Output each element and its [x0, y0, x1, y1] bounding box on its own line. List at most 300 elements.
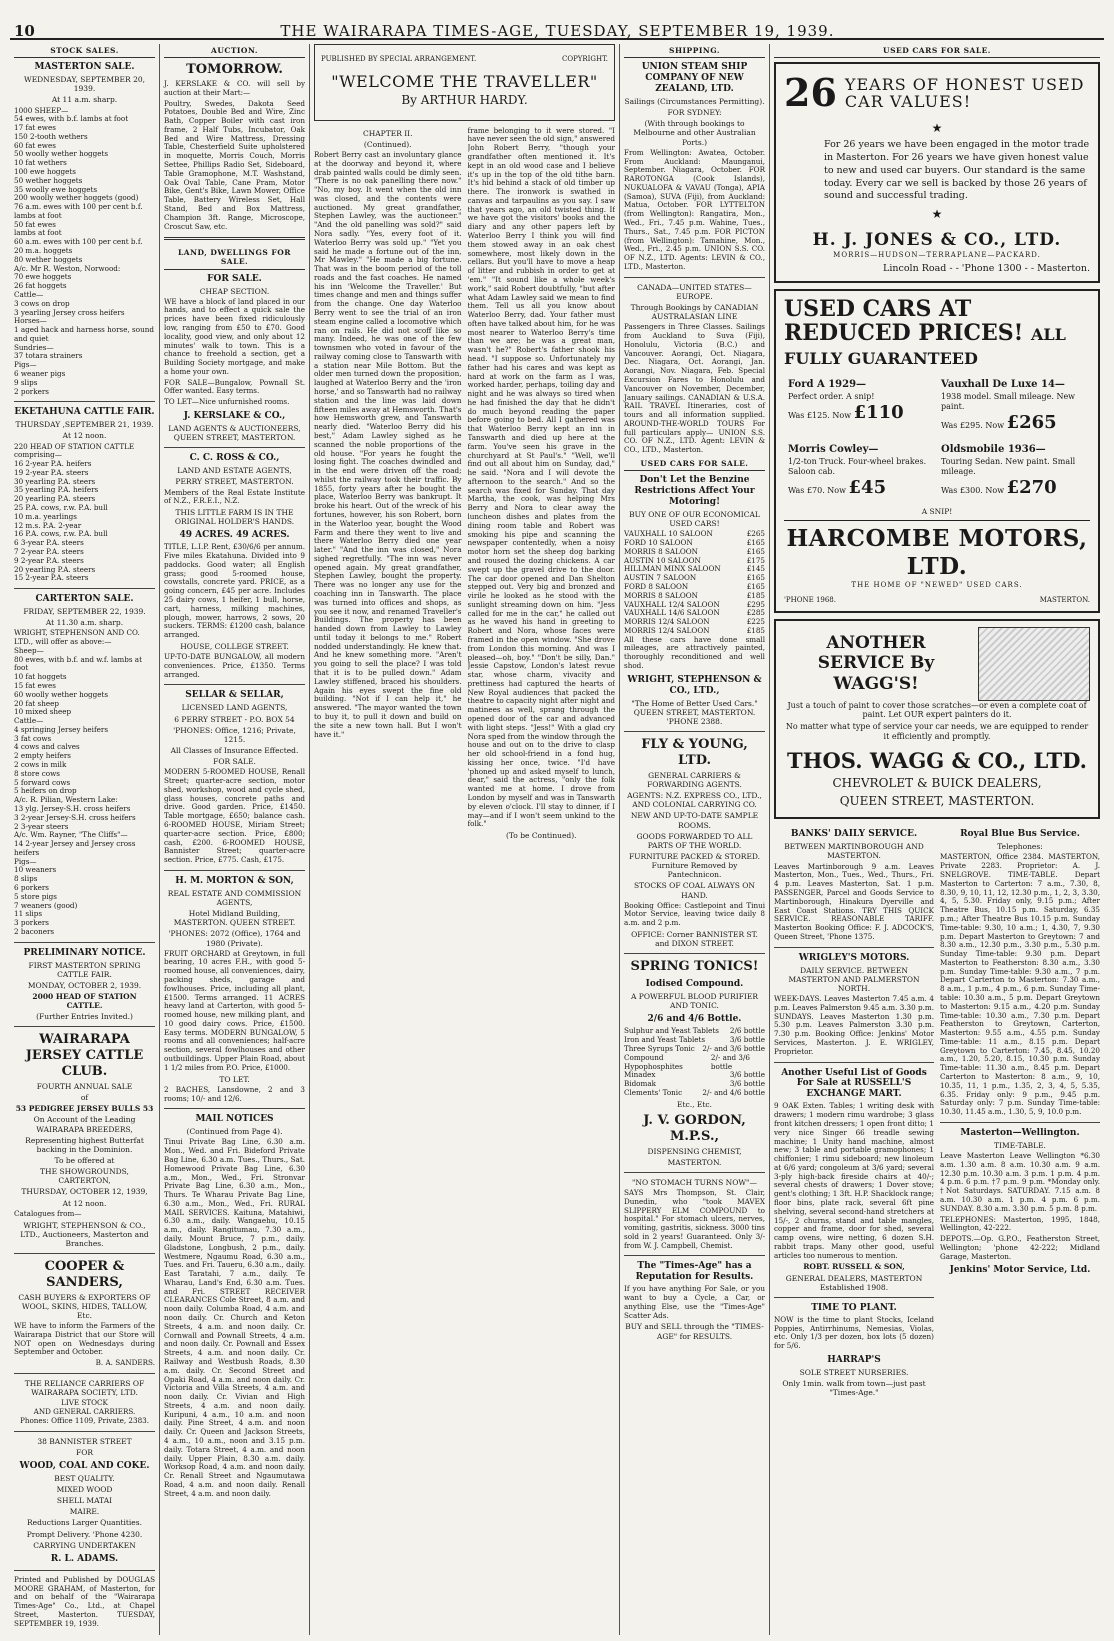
sellar-body: MODERN 5-ROOMED HOUSE, Renall Street; quarter-acre section, motor shed, workshop, wood and cycle shed, glass houses, concrete paths and drive. Good garden. Price, £1450. Table mortgage, £650; balance cash. 6-ROOMED HOUSE, Miriam Street; quarter-acre section. Price, £800; cash, £200. 6-ROOMED HOUSE, Bannister Street; quarter-acre section. Price, £775. Cash, £175.	[164, 767, 305, 865]
sale-line: 15 fat ewes	[14, 681, 56, 690]
harcombe-car-grid	[784, 375, 1090, 505]
wagg-note: No matter what type of service your car needs, we are equipped to render it efficiently and promptly.	[785, 722, 1089, 741]
sellar-title: SELLAR & SELLAR,	[185, 690, 284, 701]
wagg-advert	[774, 619, 1100, 820]
tonics-purifier: A POWERFUL BLOOD PURIFIER AND TONIC.	[630, 992, 759, 1011]
sale-line: 20 yearling P.A. steers	[14, 564, 96, 574]
sale-line: 7 2-year P.A. steers	[14, 546, 84, 556]
reliance-line: Phones: Office 1109, Private, 2383.	[20, 1415, 149, 1425]
sale-line: 76 a.m. ewes with 100 per cent b.f. lambs at foot	[14, 202, 143, 220]
benzine-note: All these cars have done small mileages, are attractively painted, thoroughly reconditioned and well shod.	[624, 634, 765, 671]
jones-advert	[774, 62, 1100, 283]
item-price: £165	[746, 538, 765, 548]
ross-title: C. C. ROSS & CO.,	[189, 453, 280, 464]
copyright-note: COPYRIGHT.	[561, 55, 608, 63]
tomorrow-title: TOMORROW.	[186, 62, 283, 78]
benzine-dealer: WRIGHT, STEPHENSON & CO., LTD.,	[627, 674, 762, 696]
morton-addr: Hotel Midland Building, MASTERTON. QUEEN STREET.	[173, 909, 296, 928]
chapter-heading: CHAPTER II.	[362, 128, 413, 138]
adams-shell: SHELL MATAI	[56, 1496, 113, 1506]
sellar-phones: 'PHONES: Office, 1216; Private, 1215.	[173, 725, 296, 744]
sale-line: 200 woolly wether hoggets (good)	[14, 193, 139, 203]
item-price: £165	[746, 573, 765, 583]
section-header-shipping: SHIPPING.	[624, 44, 765, 58]
harcombe-headline-text: USED CARS AT REDUCED PRICES!	[784, 295, 1024, 346]
ross-house: HOUSE, COLLEGE STREET.	[180, 641, 289, 651]
sale-line: 8 slips	[14, 874, 38, 884]
car-now-price: £270	[1006, 476, 1057, 498]
adams-name: R. L. ADAMS.	[50, 1553, 119, 1564]
timesage-foot: BUY and SELL through the "TIMES-AGE" for RESULTS.	[625, 1322, 764, 1341]
item-label: FORD 10 SALOON	[624, 538, 693, 548]
section-header-auction: AUCTION.	[164, 44, 305, 58]
cooper-body: WE have to inform the Farmers of the Wairarapa District that our Store will NOT open on Wednesdays during September and October.	[14, 1321, 155, 1357]
section-header-stock-sales: STOCK SALES.	[14, 44, 155, 58]
jersey-club-catalogues: Catalogues from—	[14, 1208, 82, 1218]
sale-line: 19 2-year P.A. steers	[14, 467, 89, 477]
column-shipping	[620, 44, 770, 1635]
cooper-title: COOPER & SANDERS,	[44, 1258, 125, 1290]
sale-line: 60 woolly wether hoggets	[14, 689, 109, 699]
cooper-sign: B. A. SANDERS.	[95, 1358, 155, 1368]
masterton-sale-title: MASTERTON SALE.	[34, 62, 135, 73]
plant-body: NOW is the time to plant Stocks, Iceland Poppies, Antirrhinums, Nemesias, Violas, etc. Only 1/3 per dozen, box lots (5 dozen) for 5/6.	[774, 1314, 934, 1351]
sale-line: A/c. R. Pilian, Western Lake:	[14, 795, 118, 805]
item-price: £295	[746, 599, 765, 609]
sale-line: 20 fat sheep	[14, 698, 59, 708]
sale-line: 60 fat ewes	[14, 140, 56, 150]
adams-for: FOR	[76, 1447, 93, 1457]
sale-line: 50 wether hoggets	[14, 175, 83, 185]
mail-body: Tinui Private Bag Line, 6.30 a.m. Mon., Wed. and Fri. Bideford Private Bag Line, 6.30 a.m. Tues., Thurs., Sat. Homewood Private Bag Line, 6.30 a.m., Mon., Wed., Fri. Stronvar Private Bag Line, 6.30 a.m., Mon., Thurs. Te Wharau Private Bag Line, 6.30 a.m., Mon., Wed., Fri. RURAL MAIL SERVICES. Kaituna, Matahiwi, 6.30 a.m., daily. Wangaehu, 10.15 a.m., daily. Rangitumau, 7.30 a.m., daily. Mount Bruce, 7 p.m., daily. Gladstone, Longbush, 2 p.m., daily. Westmere, Ngaumu Road, 6.30 a.m., Tues. and Fri. Taueru, 6.30 a.m., daily. East Taratahi, 7 a.m., daily. Te Wharau, Land's End, 6.30 a.m. Tues. and Fri. STREET RECEIVER CLEARANCES Cole Street, 8 a.m. and noon daily. Columba Road, 4 a.m. and noon daily. Cr. Church and Keton Streets, 4 a.m. and noon daily. Cr. Cornwall and Pownall Streets, 4 a.m. and noon daily. Cr. Pownall and Essex Streets, 4 a.m. and noon daily. Cr. Railway and Westbush Roads, 8.30 a.m. daily. Cr. Second Street and Opaki Road, 4 a.m. and noon daily. Cr. Victoria and Villa Streets, 4 a.m. and noon daily. Cr. Vivian and High Streets, 4 a.m. and noon daily. Kuripuni, 4 a.m., 10 a.m. and noon daily. Pine Street, 4 a.m. and noon daily. Cr. Queen and Jackson Streets, 4 a.m., 10 a.m., noon and 3.15 p.m. daily. Totara Street, 4 a.m. and noon daily. Upper Plain, 8.30 a.m. daily. Worksop Road, 4 a.m. and noon daily. Cr. Renall Street and Ngaumutawa Road, 4 a.m. and noon daily. Renall Street, 4 a.m. and noon daily.	[164, 1137, 305, 1498]
reliance-title: THE RELIANCE CARRIERS OF WAIRARAPA SOCIETY, LTD.	[24, 1378, 145, 1398]
wagg-body: Just a touch of paint to cover those scratches—or even a complete coat of paint. Let OUR expert painters do it.	[787, 700, 1087, 720]
car-name: Ford A 1929—	[788, 379, 867, 391]
canada-title: CANADA—UNITED STATES—EUROPE.	[637, 282, 752, 301]
fly-title: FLY & YOUNG, LTD.	[641, 737, 748, 769]
sale-line: Cattle—	[14, 716, 44, 726]
wellington-tele: TELEPHONES: Masterton, 1995, 1848, Wellington, 42-222.	[940, 1214, 1100, 1233]
sale-line: 1000 SHEEP—	[14, 105, 69, 115]
morton-sub: REAL ESTATE AND COMMISSION AGENTS,	[167, 888, 302, 907]
sale-line: A/c. Mr R. Weston, Norwood:	[14, 263, 121, 273]
russell-body: 9 OAK Exten. Tables; 1 writing desk with drawers; 1 modern rimu wardrobe; 3 glass front kitchen dressers; 1 open front ditto; 1 very nice Singer 66 treadle sewing machine; 1 Unity hand machine, almost new; 3 table and portable gramophones; 1 chiffonier; 1 rimu sideboard; new linoleum at 6/6 yard; congoleum at 3/6 yard; several 3-ply high-back fireside chairs at 40/-; several chests of drawers; 1 Dover stove; gent's clothing; 1 3ft. H.P. Shacklock range; floor bins, plate rack, several 6ft pine shelving, several second-hand stretchers at 15/-, 2 churns, stand and table mangles, copper and frame, door for shed, several camp ovens, wire netting, 6 dozen S.H. rabbit traps. Many other good, useful articles too numerous to mention.	[774, 1101, 934, 1260]
jones-addr: Lincoln Road - - 'Phone 1300 - - Masterton.	[883, 263, 1090, 275]
car-offer	[937, 375, 1090, 440]
wagg-headline: ANOTHER SERVICE By WAGG'S!	[817, 632, 935, 694]
section-header-used-cars-right: USED CARS FOR SALE.	[774, 44, 1100, 58]
sale-line: 12 m.s. P.A. 2-year	[14, 520, 82, 530]
tonic-row	[624, 1054, 765, 1072]
carterton-time: At 11.30 a.m. sharp.	[45, 618, 124, 628]
sale-line: 5 forward cows	[14, 777, 71, 787]
ross-body: TITLE, L.I.P. Rent, £30/6/6 per annum. Five miles Ekatahuna. Divided into 9 paddocks. Good water; all English grass; good 5-roomed house, cowstalls, concrete yard. PRICE, as a going concern, £45 per acre. Includes 25 dairy cows, 1 heifer, 1 bull, horse, cart, harness, milking machines, plough, mower, harrows, 2 sows, 20 suckers. TERMS: £1200 cash, balance arranged.	[164, 542, 305, 640]
adams-delivery: Prompt Delivery. 'Phone 4230.	[26, 1529, 143, 1539]
item-label: Minadex	[624, 1070, 656, 1080]
section-header-land: LAND, DWELLINGS FOR SALE.	[164, 246, 305, 269]
jones-headline: YEARS OF HONEST USED CAR VALUES!	[844, 74, 1085, 112]
forsale-body: WE have a block of land placed in our hands, and to effect a quick sale the prices have been fixed ridiculously low, ranging from £50 to £70. Good locality, good view, and only about 12 minutes' walk to town. This is a chance to freehold a section, get a Building Society mortgage, and make a home your own.	[164, 296, 305, 376]
preliminary-note: (Further Entries Invited.)	[36, 1012, 133, 1022]
adams-quality: BEST QUALITY.	[54, 1473, 115, 1483]
forsale-sub: CHEAP SECTION.	[199, 286, 270, 296]
sale-line: 150 2-tooth wethers	[14, 131, 88, 141]
sale-line: WRIGHT, STEPHENSON AND CO. LTD., will offer as above:—	[14, 628, 140, 647]
item-price: £285	[746, 608, 765, 618]
sale-line: 10 fat wethers	[14, 158, 67, 168]
banks-sub: BETWEEN MARTINBOROUGH AND MASTERTON.	[784, 842, 924, 861]
page-columns	[10, 44, 1104, 1635]
story-text-right: frame belonging to it were stored. "I have never seen the old sign," answered John Robert Berry, "though your grandfather often mentioned it. It's kept in an old wood case and I believe it's up in the top of the old tithe barn. It's hid behind a stack of old timber up there. The ironwork is swathed in canvas and tarpaulins as you say. I saw that years ago, an old twisted thing. If we have got the visitors' books and the diary and any other papers left by Waterloo Berry I think you will find them stowed away in an oak chest somewhere, most likely down in the cellars. But you'll have to move a heap of litter and rubbish in order to get at 'em." "It sound like a whole week's work," said Robert doubtfully, "but after what Adam Lawley said we mean to find them. Tell us all you know about Waterloo Berry, dad. Your father must often have talked about him, for he was most nearer to Waterloo Berry's time than we are; he was a great man, wasn't he?" Robert's father shook his head. "I suppose so. Unfortunately my father had his cares and was kept as hard at work on the farm as I was, worked harder, perhaps, toiling day and night and he was always so tired when he had finished the day that he didn't do much beyond reading the paper before going to bed. All I gathered was that Waterloo Berry kept an inn in Tanswarth and died up here at the farm. You've seen his grave in the churchyard at St Paul's." "Well, we'll find out all about him on Sunday, dad," he said. "Nora and I will devote the afternoon to the search." And so the search was fixed for Sunday. That day Martha, the cook, was helping Mrs Berry and Nora to clear away the luncheon dishes and plates from the dining room table and Robert was smoking his pipe and scanning the newspaper contentedly, when a noisy motor horn set the sheep dog barking and roused the dozing chickens. A car swept up the gravel drive to the door. The car door opened and Dan Shelton stepped out. Very big and bronzed and virile he looked as he stood with the sunlight streaming down on him. "Jess called for me in the car," he called out as he waved his hand in greeting to Robert and Nora, whose faces were framed in the open window. "She drove from London this morning. And was I pleased—oh, boy." "Don't be silly, Dan." Jessie Capstow, London's latest revue star, whose charm, vivacity and prettiness had captured the hearts of New Royal audiences that packed the theatre to capacity night after night and matinees as well, sprang through the opened door of the car and advanced with light steps. "Jess!" With a glad cry Nora sped from the window through the house and out on to the drive to clasp her old school-friend in a fond hug, kissing her once, twice. "I'd have 'phoned up and asked myself to lunch, dear," said the actress, "only the folk wanted me at home. I drove from London by myself and was in Tanswarth by eleven o'clock. I'll stay to dinner, if I may—and if I won't seem unkind to the folk."	[467, 126, 615, 829]
harcombe-phone: 'PHONE 1968.	[784, 595, 836, 604]
sale-line: Sheep—	[14, 645, 44, 655]
sale-line: 3 2-year Jersey-S.H. cross heifers	[14, 812, 136, 822]
eketahuna-list	[14, 443, 155, 584]
fly-corner: OFFICE: Corner BANNISTER ST. and DIXON STREET.	[631, 930, 758, 949]
sale-line: 2 3-year steers	[14, 821, 69, 831]
car-desc: Touring Sedan. New paint. Small mileage.	[941, 456, 1076, 476]
sale-line: 3 porkers	[14, 918, 49, 928]
harcombe-headline	[784, 297, 1090, 370]
fly-office: Booking Office: Castlepoint and Tinui Motor Service, leaving twice daily 8 a.m. and 2 p.m.	[624, 900, 765, 928]
sale-line: Pigs—	[14, 856, 37, 866]
fly-furniture: FURNITURE PACKED & STORED. Furniture Removed by Pantechnicon.	[628, 852, 761, 880]
gordon-title: J. V. GORDON, M.P.S.,	[643, 1112, 746, 1144]
item-label: MORRIS 8 SALOON	[624, 546, 698, 556]
item-price: 3/6 bottle	[729, 1070, 765, 1080]
sale-line: 13 ylg. Jersey-S.H. cross heifers	[14, 803, 131, 813]
sale-line: 80 wether hoggets	[14, 254, 83, 264]
union-sydney-sub: (With through bookings to Melbourne and other Australian Ports.)	[633, 119, 756, 147]
item-price: £185	[746, 625, 765, 635]
item-price: 2/- and 3/6 bottle	[702, 1043, 765, 1053]
jersey-club-date: THURSDAY, OCTOBER 12, 1939,	[21, 1187, 148, 1197]
item-label: AUSTIN 7 SALOON	[624, 573, 697, 583]
harcombe-guarantee: ALL FULLY GUARANTEED	[784, 324, 1066, 369]
item-price: 3/6 bottle	[729, 1079, 765, 1089]
star-icon: ★	[931, 207, 943, 222]
column-stock-sales	[10, 44, 160, 1635]
sale-line: 2 empty heifers	[14, 751, 71, 761]
eketahuna-date: THURSDAY ,SEPTEMBER 21, 1939.	[15, 420, 154, 430]
sale-line: 5 heifers on drop	[14, 786, 77, 796]
sale-line: 3 cows on drop	[14, 298, 70, 308]
russell-name: ROBT. RUSSELL & SON,	[803, 1262, 905, 1272]
item-price: 3/6 bottle	[729, 1035, 765, 1045]
sale-line: 26 fat hoggets	[14, 281, 67, 291]
sale-line: 35 woolly ewe hoggets	[14, 184, 98, 194]
sale-line: 35 yearling P.A. heifers	[14, 485, 99, 495]
fly-rooms: NEW AND UP-TO-DATE SAMPLE ROOMS.	[630, 811, 759, 830]
sale-line: 30 yearling P.A. steers	[14, 476, 96, 486]
reliance-list	[14, 1399, 155, 1425]
item-price: £175	[746, 555, 765, 565]
item-price: £145	[746, 564, 765, 574]
stomach-title: "NO STOMACH TURNS NOW"—	[631, 1177, 758, 1187]
car-was: Was £295. Now	[941, 420, 1007, 430]
sale-line: 4 cows and calves	[14, 742, 80, 752]
sale-line: 20 yearling P.A. steers	[14, 494, 96, 504]
royalblue-body: MASTERTON, Office 2384. MASTERTON, Private 2283. Proprietor: A. J. SNELGROVE. TIME-TABLE. Depart Masterton to Carterton: 7 a.m., 7.30, 8, 8.30, 9, 10, 11, 12, 12.30 p.m., 1, 2, 3, 3.30, 4, 5, 5.30. Friday only, 9.15 p.m.; After Theatre Bus, 10.15 p.m. Saturday, 6.35 p.m.; After Theatre Bus 10.15 p.m. Sunday Time-table: 9.30, 10 a.m.; 1, 4.30, 7, 9.30 p.m. Depart Masterton to Greytown: 7 and 8.30 a.m., 12.30 p.m., 3.30 p.m., 5.30 p.m. Sunday Time-table: 9.30 p.m. Depart Masterton to Featherston: 8.30 a.m., 3.30 p.m. Sunday Time-table: 9.30 a.m., 7 p.m. Depart Carterton to Masterton: 7.30 a.m., 8 a.m., 1 p.m., 4 p.m., 6 p.m. Sunday Time-table: 10.30 a.m., 5 p.m. Depart Greytown to Masterton: 9.15 a.m., 4.20 p.m. Sunday Time-table: 10.30 a.m., 7.30 p.m. Depart Featherston to Greytown, Carterton, Masterton: 9.55 a.m., 4.55 p.m. Sunday Time-table: 11 a.m., 8.15 p.m. Depart Greytown to Carterton: 7.45, 8.45, 10.20 a.m., 1.20, 5.20, 8.15, 10.30 p.m. Sunday Time-table: 11.30 a.m., 8.45 p.m. Depart Carterton to Masterton: 8 a.m., 9, 10, 10.35, 11, 1 p.m., 1.35, 2, 3, 4, 5, 5.35, 6.35. Friday only: 9 p.m., 9.45 p.m. Saturday only: 7 p.m. Sunday Time-table: 10.30, 11.45 a.m., 1.30, 5, 9, 10.0 p.m.	[940, 852, 1100, 1117]
jones-number: 26	[784, 70, 837, 116]
forsale-agent-sub: LAND AGENTS & AUCTIONEERS, QUEEN STREET, MASTERTON.	[168, 424, 301, 443]
sellar-sub: LICENSED LAND AGENTS,	[181, 703, 288, 713]
fly-coal: STOCKS OF COAL ALWAYS ON HAND.	[634, 881, 755, 900]
section-header-used-cars: USED CARS FOR SALE.	[624, 457, 765, 471]
sale-line: 4 springing Jersey heifers	[14, 724, 109, 734]
car-now-price: £45	[848, 476, 887, 498]
masterton-sale-list	[14, 107, 155, 397]
sale-line: 70 ewe hoggets	[14, 272, 72, 282]
item-price: 2/6 bottle	[729, 1026, 765, 1036]
car-now-price: £110	[853, 401, 904, 423]
forsale-agent: J. KERSLAKE & CO.,	[183, 411, 286, 422]
car-desc: 1/2-ton Truck. Four-wheel brakes. Saloon cab.	[788, 456, 927, 476]
wellington-title: Masterton—Wellington.	[960, 1127, 1080, 1138]
fly-agents: AGENTS: N.Z. EXPRESS CO., LTD., AND COLONIAL CARRYING CO.	[627, 791, 762, 810]
plant-name: HARRAP'S	[827, 1355, 881, 1365]
ross-members: Members of the Real Estate Institute of N.Z., F.R.E.I., N.Z.	[164, 487, 305, 506]
sale-line: 7 weaners (good)	[14, 900, 78, 910]
tonics-list	[624, 1027, 765, 1097]
item-label: VAUXHALL 10 SALOON	[624, 529, 713, 539]
reliance-line: AND GENERAL CARRIERS.	[33, 1407, 136, 1417]
adams-reductions: Reductions Larger Quantities.	[27, 1518, 142, 1528]
page-number: 10	[14, 22, 35, 40]
adams-mixed: MIXED WOOD	[56, 1485, 113, 1494]
wellington-sub: TIME-TABLE.	[994, 1140, 1046, 1150]
morton-baches: 2 BACHES, Lansdowne, 2 and 3 rooms; 10/- and 12/6.	[164, 1084, 305, 1103]
sale-line: 6 porkers	[14, 882, 49, 892]
russell-sub: GENERAL DEALERS, MASTERTON Established 1908.	[785, 1273, 923, 1292]
adams-title: WOOD, COAL AND COKE.	[19, 1460, 150, 1471]
eketahuna-title: EKETAHUNA CATTLE FAIR.	[14, 407, 155, 418]
sellar-classes: All Classes of Insurance Effected.	[170, 745, 299, 755]
car-desc: Perfect order. A snip!	[788, 391, 875, 401]
car-offer	[784, 375, 937, 440]
jersey-club-offered: To be offered at	[54, 1156, 115, 1166]
sale-line: 80 ewes, with b.f. and w.f. lambs at foot	[14, 654, 142, 673]
car-desc: 1938 model. Small mileage. New paint.	[941, 391, 1076, 411]
tonics-price: 2/6 and 4/6 Bottle.	[647, 1014, 742, 1025]
jersey-club-agents: WRIGHT, STEPHENSON & CO., LTD., Auctioneers, Masterton and Branches.	[20, 1220, 149, 1248]
sale-line: 6 weaner pigs	[14, 368, 66, 378]
cooper-sub: CASH BUYERS & EXPORTERS OF WOOL, SKINS, HIDES, TALLOW, Etc.	[18, 1292, 151, 1320]
jersey-club-time: At 12 noon.	[62, 1198, 107, 1208]
sale-line: 15 2-year P.A. steers	[14, 573, 89, 583]
carterton-list	[14, 629, 155, 936]
forsale-title: FOR SALE.	[207, 273, 262, 284]
item-price: £185	[746, 590, 765, 600]
carterton-date: FRIDAY, SEPTEMBER 22, 1939.	[23, 607, 146, 617]
preliminary-event: FIRST MASTERTON SPRING CATTLE FAIR.	[28, 960, 141, 979]
car-name: Oldsmobile 1936—	[941, 444, 1046, 456]
sale-line: 10 weaners	[14, 865, 57, 875]
imprint: Printed and Published by DOUGLAS MOORE GRAHAM, of Masterton, for and on behalf of the "Wairarapa Times-Age" Co., Ltd., at Chapel Street, Masterton. TUESDAY, SEPTEMBER 19, 1939.	[14, 1574, 155, 1628]
car-name: Morris Cowley—	[788, 444, 879, 456]
carterton-title: CARTERTON SALE.	[35, 594, 134, 605]
wellington-depots: DEPOTS.—Op. G.P.O., Featherston Street, Wellington; 'phone 42-222; Midland Garage, Masterton.	[940, 1234, 1100, 1261]
story-header-box	[314, 44, 615, 121]
sale-line: 100 ewe hoggets	[14, 167, 76, 176]
item-price: 2/- and 4/6 bottle	[702, 1087, 765, 1097]
adams-maire: MAIRE.	[69, 1507, 100, 1517]
preliminary-title: PRELIMINARY NOTICE.	[23, 947, 146, 958]
royalblue-title: Royal Blue Bus Service.	[960, 829, 1080, 840]
wagg-dealers: CHEVROLET & BUICK DEALERS,	[832, 776, 1042, 791]
jersey-club-title: WAIRARAPA JERSEY CATTLE CLUB.	[25, 1032, 144, 1080]
jersey-club-account: On Account of the Leading WAIRARAPA BREEDERS,	[33, 1115, 136, 1134]
union-body: From Wellington: Awatea, October. From Auckland: Maunganui, September. Niagara, October. FOR RAROTONGA (Cook Islands), NUKUALOFA & VAVAU (Tonga), APIA (Samoa), SUVA (Fiji), from Auckland: Matua, October. FOR LYTTELTON (from Wellington): Rangatira, Mon., Wed., Fri., 7.45 p.m. Wahine, Tues., Thurs., Sat., 7.45 p.m. FOR PICTON (from Wellington): Tamahine, Mon., Wed., Fri., 2.45 p.m. UNION S.S. CO. OF N.Z., LTD. Agents: LEVIN & CO., LTD., Masterton.	[624, 147, 765, 271]
jersey-club-bulls: 53 PEDIGREE JERSEY BULLS 53	[15, 1104, 154, 1114]
wellington-body: Leave Masterton Leave Wellington *6.30 a.m. 1.30 a.m. 8 a.m. 10.30 a.m. 9 a.m. 12.30 p.m. 10.30 a.m. 3 p.m. 1 p.m. 4 p.m. 4 p.m. 6 p.m. †7 p.m. 9 p.m. *Monday only. †Not Saturdays. SATURDAY. 7.15 a.m. 8 a.m. 10.30 a.m. 1 p.m. 4 p.m. 6 p.m. SUNDAY. 8.30 a.m. 3.30 p.m. 5 p.m. 8 p.m.	[940, 1151, 1100, 1213]
car-now-price: £265	[1006, 411, 1057, 433]
sale-line: A/c. Wm. Rayner, "The Cliffs"—	[14, 830, 128, 840]
masthead	[10, 0, 1104, 40]
masterton-sale-date: WEDNESDAY, SEPTEMBER 20, 1939.	[23, 75, 145, 94]
union-sydney: FOR SYDNEY:	[667, 108, 722, 118]
item-label: FORD 8 SALOON	[624, 581, 689, 591]
stomach-body: SAYS Mrs Thompson, St. Clair, Dunedin, who "took MAVEX SLIPPERY ELM COMPOUND to hospital." For stomach ulcers, nerves, vomiting, gastritis, sickness. 3000 tins sold in 2 years! Guaranteed. Only 3/- from W. J. Campbell, Chemist.	[624, 1187, 765, 1250]
wrigley-body: WEEK-DAYS. Leaves Masterton 7.45 a.m. 4 p.m. Leaves Palmerston 9.45 a.m. 3.30 p.m. SUNDAYS. Leaves Masterton 1.30 p.m. 5.30 p.m. Leaves Palmerston 3.30 p.m. 7.30 p.m. Booking Office: Jenkins' Motor Services, Masterton. J. E. WRIGLEY, Proprietor.	[774, 994, 934, 1056]
adams-carrying: CARRYING UNDERTAKEN	[33, 1540, 136, 1550]
sale-line: Pigs—	[14, 360, 37, 370]
item-label: Bidomak	[624, 1079, 656, 1089]
sale-line: 1 aged hack and harness horse, sound and quiet	[14, 325, 154, 343]
ross-bungalow: UP-TO-DATE BUNGALOW, all modern conveniences. Price, £1350. Terms arranged.	[164, 652, 305, 679]
union-sub: Sailings (Circumstances Permitting).	[624, 97, 765, 107]
car-offer	[784, 440, 937, 505]
sale-line: 6 3-year P.A. steers	[14, 538, 84, 548]
sale-line: Cattle—	[14, 289, 44, 299]
sale-line: 60 a.m. ewes with 100 per cent b.f.	[14, 237, 143, 247]
car-painting-illustration	[978, 627, 1090, 701]
chapter-continued: (Continued).	[363, 139, 412, 149]
fly-goods: GOODS FORWARDED TO ALL PARTS OF THE WORLD.	[636, 831, 753, 850]
sale-line: 2 cows in milk	[14, 760, 67, 770]
car-was: Was £300. Now	[941, 485, 1007, 495]
canada-body: Passengers in Three Classes. Sailings from Auckland to Suva (Fiji), Honolulu, Victoria (B.C.) and Vancouver. Aorangi, Oct. Niagara, Dec. Niagara, Oct. Aorangi, Jan. Aorangi, Nov. Niagara, Feb. Special Excursion Fares to Honolulu and Vancouver on November, December, January sailings. CANADIAN & U.S.A. RAIL TRAVEL Itineraries, cost of tours and all information supplied. AROUND-THE-WORLD TOURS For full particulars apply— UNION S.S. CO. OF N.Z., LTD. Agent: LEVIN & CO., LTD., Masterton.	[624, 322, 765, 455]
harcombe-town: MASTERTON.	[1039, 595, 1090, 604]
item-label: Iron and Yeast Tablets	[624, 1035, 706, 1045]
tonics-iodised: Iodised Compound.	[645, 979, 744, 990]
ross-acres: 49 ACRES. 49 ACRES.	[179, 530, 290, 541]
harcombe-name: HARCOMBE MOTORS, LTD.	[784, 520, 1090, 581]
wagg-name: THOS. WAGG & CO., LTD.	[787, 747, 1087, 773]
item-label: Three Syrups Tonic	[624, 1043, 695, 1053]
mail-sub: (Continued from Page 4).	[186, 1127, 283, 1137]
sale-line: 17 fat ewes	[14, 123, 56, 133]
car-was: Was £125. Now	[788, 410, 854, 420]
timesage-title: The "Times-Age" has a Reputation for Results.	[635, 1261, 754, 1283]
masthead-title: THE WAIRARAPA TIMES-AGE, TUESDAY, SEPTEMBER 19, 1939.	[280, 22, 835, 40]
jones-name: H. J. JONES & CO., LTD.	[812, 229, 1062, 250]
ross-addr: PERRY STREET, MASTERTON.	[175, 477, 294, 487]
harcombe-sub: THE HOME OF "NEWED" USED CARS.	[851, 581, 1023, 590]
morton-body: FRUIT ORCHARD at Greytown, in full bearing, 10 acres F.H., with good 5-roomed house, all conveniences, dairy, packing sheds, garage and fowlhouses. Price, including all plant, £1500. Terms arranged. 11 ACRES heavy land at Carterton, with good 5-roomed house, new milking plant, and 10 good dairy cows. Price, £1500. Easy terms. MODERN BUNGALOW, 5 rooms and all conveniences; half-acre section, several fowlhouses and other outbuildings. Upper Plain Road, about 1 1/2 miles from P.O. Price, £1000.	[164, 948, 305, 1072]
sale-line: 20 m.a. hoggets	[14, 246, 73, 256]
morton-phones: 'PHONES: 2072 (Office), 1764 and 1980 (Private).	[168, 929, 301, 948]
sale-line: 5 store pigs	[14, 891, 57, 901]
plant-foot: Only 1min. walk from town—just past "Times-Age."	[782, 1379, 926, 1398]
sale-line: 3 fat cows	[14, 733, 52, 743]
sale-line: 54 ewes, with b.f. lambs at foot	[14, 114, 129, 124]
forsale-bungalow: FOR SALE—Bungalow, Pownall St. Offer wanted. Easy terms.	[164, 377, 305, 396]
sale-line: 8 store cows	[14, 768, 60, 778]
sellar-forsale: FOR SALE.	[213, 757, 256, 767]
sale-line: 9 2-year P.A. steers	[14, 555, 84, 565]
item-price: 2/- and 3/6 bottle	[710, 1052, 750, 1071]
wellington-name: Jenkins' Motor Service, Ltd.	[949, 1265, 1091, 1276]
sale-line: 50 woolly wether hoggets	[14, 149, 109, 159]
item-price: £225	[746, 617, 765, 627]
jones-body: For 26 years we have been engaged in the motor trade in Masterton. For 26 years we have given honest value to new and used car buyers. Our standard is the same today. Every car we sell is backed by those 26 years of sound and successful trading.	[824, 139, 1090, 202]
tonics-title: SPRING TONICS!	[630, 959, 759, 975]
wrigley-title: WRIGLEY'S MOTORS.	[798, 952, 910, 963]
banks-body: Leaves Martinborough 9 a.m. Leaves Masterton, Mon., Tues., Wed., Thurs., Fri. 4 p.m. Leaves Masterton, Sat. 1 p.m. PASSENGER, Parcel and Goods Service to Martinborough, Hinakura Dyerville and East Coast Stations. TRY THIS QUICK SERVICE. REASONABLE TARIFF. Masterton Booking Office: F. J. ADCOCK'S, Queen Street, 'Phone 1375.	[774, 861, 934, 941]
preliminary-date: MONDAY, OCTOBER 2, 1939.	[27, 980, 142, 990]
car-was: Was £70. Now	[788, 485, 849, 495]
sale-line: 50 fat ewes	[14, 219, 56, 229]
star-icon: ★	[931, 120, 943, 135]
fly-sub: GENERAL CARRIERS & FORWARDING AGENTS.	[647, 770, 742, 790]
item-label: HILLMAN MINX SALOON	[624, 564, 721, 574]
sale-line: 10 fat hoggets	[14, 672, 67, 682]
tomorrow-items: Poultry, Swedes, Dakota Seed Potatoes, Double Bed and Wire, Zinc Bath, Copper Boiler with cast iron frame, 2 Half Tubs, Incubator, Oak Bed and Wire Mattress, Dressing Table, Chesterfield Suite upholstered in moquette, Morris Couch, Morris Settee, Phillips Radio Set, Sideboard, Table Gramophone, M.T. Washstand, Oak Oval Table, Cane Pram, Motor Bike, Gent's Bike, Lawn Mower, Office Table, Battery Wireless Set, Hall Stand, Bed and Box Mattress, Champion 3ft. Range, Microscope, Croscut Saw, etc.	[164, 98, 305, 231]
sale-line: lambs at foot	[14, 228, 62, 238]
sale-line: 2 baconers	[14, 926, 55, 936]
jersey-club-of: of	[80, 1093, 89, 1103]
sale-line: 10 m.a. yearlings	[14, 511, 77, 521]
gordon-addr: MASTERTON.	[667, 1157, 722, 1167]
eketahuna-time: At 12 noon.	[62, 431, 107, 441]
story-text-left: Robert Berry cast an involuntary glance at the doorway and beyond it, where drab painted walls could be dimly seen. "There is no oak panelling there now." "No, my boy. It went when the old inn was closed, and the contents were auctioned. My great grandfather, Stephen Lawley, was the auctioneer." "And the old panelling was sold?" said Nora sadly. "Yes, every foot of it. Waterloo Berry was sold up." "Yet you said he made a fortune out of the inn, Mr Mawley." "He made a big fortune. That was in the boom period of the toll roads and the fast coaches. He named his inn 'Welcome the Traveller.' But times change and men and things suffer from the change. One day Waterloo Berry went to see the trial of an iron steam engine called a locomotive which ran on rails. He did not scoff like so many. Indeed, he was one of the few townsmen who voted in favour of the railway coming close to Tanswarth with a station near Mile Bottom. But the older men turned down the proposition, laughed at Waterloo Berry and the 'iron horse,' and so Tanswarth had no railway station and the line was laid down fifteen miles away at Hemsworth. That's how Hemsworth grew, and Tanswarth nearly died. "Waterloo Berry did his best," Adam Lawley sighed as he scanned the noble proportions of the old house. "For years he fought the losing fight. The coaches dwindled and in the end were driven off the road; whilst the railway took their traffic. By 1855, forty years after he bought the place, Waterloo Berry was bankrupt. It broke his heart. Out of the wreck of his fortunes, however, his son Robert, born in the Waterloo year, bought the Wood Farm and there they went to live and there Waterloo Berry died one year later." "And the inn was closed," Nora sighed regretfully. "The inn was never opened again. My great grandfather, Stephen Lawley, bought the property. There was no longer any use for the coaching inn in Tanswarth. The place was turned into offices and shops, as you see it now, and renamed Traveller's Buildings. The property has been handed down from Lawley to Lawley until today it belongs to me." Robert nodded understandingly. He knew that. And he knew something more. "Aren't you going to sell the place? I was told that it is to be pulled down." Adam Lawley stiffened, braced his shoulders. Again his eyes swept the fine old building. "Not if I can help it," he answered. "The mayor wanted the town to buy it, to pull it down and build on the site a new town hall. But I won't have it."	[314, 149, 462, 739]
ross-sub: LAND AND ESTATE AGENTS,	[177, 466, 292, 476]
sale-line: 2 porkers	[14, 386, 49, 396]
ross-farm: THIS LITTLE FARM IS IN THE ORIGINAL HOLDER'S HANDS.	[174, 508, 295, 527]
plant-sub: SOLE STREET NURSERIES.	[799, 1367, 909, 1377]
published-note: PUBLISHED BY SPECIAL ARRANGEMENT.	[321, 55, 477, 63]
item-price: £165	[746, 581, 765, 591]
story-title: "WELCOME THE TRAVELLER"	[331, 71, 598, 91]
car-offer	[937, 440, 1090, 505]
sale-line: 3 yearling Jersey cross heifers	[14, 307, 125, 317]
reliance-line: LIVE STOCK	[61, 1398, 108, 1408]
column-serial-story	[310, 44, 620, 1635]
sellar-addr: 6 PERRY STREET - P.O. BOX 54	[174, 714, 295, 724]
sale-line: 9 slips	[14, 377, 38, 387]
jersey-club-venue: THE SHOWGROUNDS, CARTERTON,	[40, 1167, 129, 1186]
sale-line: Sundries—	[14, 342, 54, 352]
column-used-cars	[770, 44, 1104, 1635]
car-name: Vauxhall De Luxe 14—	[941, 379, 1065, 391]
sale-line: 220 HEAD OF STATION CATTLE comprising—	[14, 441, 135, 460]
union-title: UNION STEAM SHIP COMPANY OF NEW ZEALAND, LTD.	[641, 62, 748, 95]
masterton-sale-time: At 11 a.m. sharp.	[51, 95, 118, 105]
benzine-title: Don't Let the Benzine Restrictions Affect Your Motoring!	[634, 475, 755, 508]
item-price: £265	[746, 529, 765, 539]
item-price: £165	[746, 546, 765, 556]
item-label: VAUXHALL 14/6 SALOON	[624, 608, 720, 618]
jersey-club-representing: Representing highest Butterfat backing in the Dominion.	[25, 1135, 144, 1154]
forsale-tolet: TO LET—Nice unfurnished rooms.	[164, 397, 290, 407]
tonic-row	[624, 1089, 765, 1098]
canada-sub: Through Bookings by CANADIAN AUSTRALASIAN LINE	[630, 302, 759, 322]
sale-line: 37 totara strainers	[14, 351, 83, 361]
wagg-addr: QUEEN STREET, MASTERTON.	[839, 793, 1035, 808]
story-to-be-continued: (To be Continued).	[505, 831, 577, 841]
benzine-car-list	[624, 530, 765, 635]
